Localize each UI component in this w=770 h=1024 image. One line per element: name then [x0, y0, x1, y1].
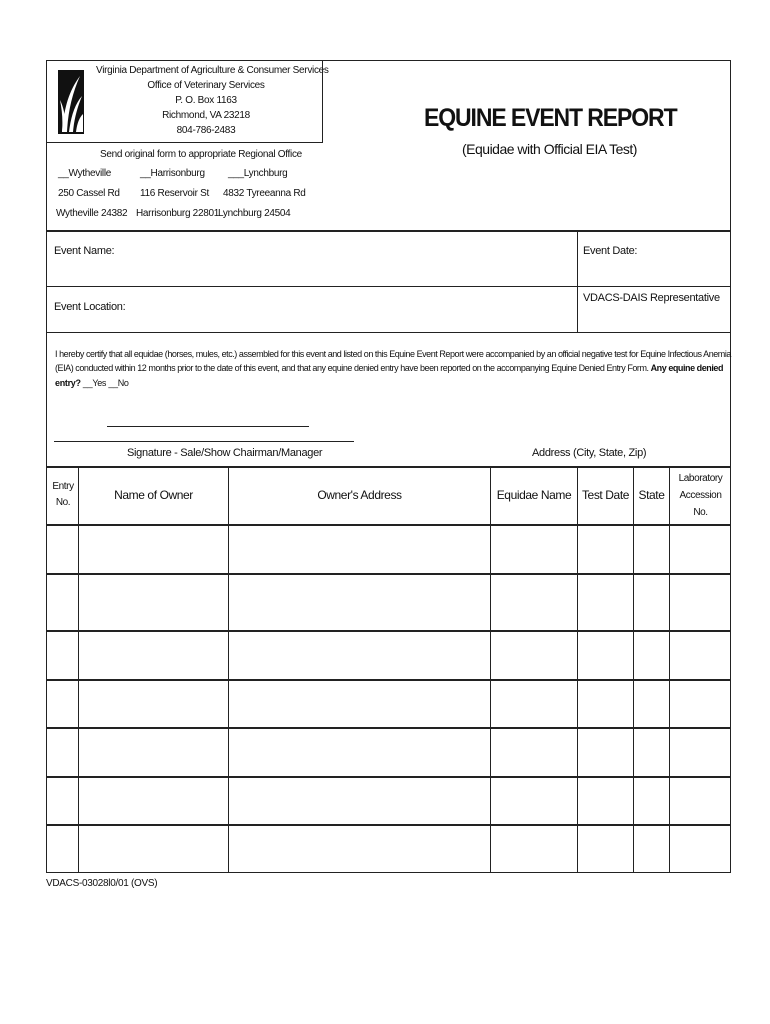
cell-state[interactable]: [636, 731, 666, 773]
cell-state[interactable]: [636, 780, 666, 821]
certification-line-2: [55, 362, 723, 374]
header-name-of-owner: Name of Owner: [114, 488, 193, 502]
office-wytheville-city: Wytheville 24382: [56, 208, 128, 219]
header-owners-address: Owner's Address: [317, 488, 402, 502]
col-divider-equidae: [577, 467, 578, 872]
cell-equidae[interactable]: [493, 528, 574, 570]
cell-lab[interactable]: [672, 528, 728, 570]
cell-state[interactable]: [636, 634, 666, 676]
cell-entry[interactable]: [50, 634, 75, 676]
header-test-date: Test Date: [581, 488, 630, 502]
signature-line[interactable]: [54, 441, 354, 442]
page-title: EQUINE EVENT REPORT: [424, 104, 677, 132]
denied-entry-options[interactable]: __Yes __No: [82, 378, 129, 388]
header-entry-line: Entry: [52, 481, 74, 492]
cell-test-date[interactable]: [580, 528, 630, 570]
event-mid-rule: [47, 286, 731, 287]
event-date-divider: [577, 231, 578, 333]
cell-owner[interactable]: [81, 634, 225, 676]
cell-entry[interactable]: [50, 780, 75, 821]
denied-entry-question: Any equine denied: [650, 363, 723, 373]
cell-test-date[interactable]: [580, 634, 630, 676]
agency-city: Richmond, VA 23218: [162, 110, 250, 121]
cell-address[interactable]: [231, 828, 487, 869]
office-harrisonburg-street: 116 Reservoir St: [140, 188, 209, 199]
header-divider: [322, 61, 323, 143]
cell-equidae[interactable]: [493, 634, 574, 676]
office-lynchburg-check: ___Lynchburg: [228, 168, 288, 179]
cell-owner[interactable]: [81, 683, 225, 724]
cell-state[interactable]: [636, 828, 666, 869]
row-rule: [47, 630, 731, 632]
header-lab-line-1: Laboratory: [678, 473, 723, 484]
header-lab-accession: [670, 470, 731, 521]
cell-entry[interactable]: [50, 731, 75, 773]
cell-owner[interactable]: [81, 731, 225, 773]
cell-entry[interactable]: [50, 577, 75, 627]
cell-lab[interactable]: [672, 577, 728, 627]
cell-address[interactable]: [231, 683, 487, 724]
row-rule: [47, 776, 731, 778]
office-harrisonburg-city: Harrisonburg 22801: [136, 208, 219, 219]
cell-address[interactable]: [231, 577, 487, 627]
header-equidae-name: Equidae Name: [496, 488, 572, 502]
agency-name: Virginia Department of Agriculture & Consumer Services: [96, 65, 329, 76]
event-location-label: Event Location:: [54, 301, 126, 313]
header-lab-line-2: Accession: [679, 490, 722, 501]
header-left-rule: [47, 142, 323, 143]
header-no-line: No.: [55, 497, 71, 508]
cell-owner[interactable]: [81, 828, 225, 869]
cell-equidae[interactable]: [493, 731, 574, 773]
cell-address[interactable]: [231, 731, 487, 773]
cell-equidae[interactable]: [493, 780, 574, 821]
header-state: State: [638, 488, 665, 502]
header-lab-line-3: No.: [693, 507, 708, 518]
cell-lab[interactable]: [672, 828, 728, 869]
cell-lab[interactable]: [672, 634, 728, 676]
cell-owner[interactable]: [81, 577, 225, 627]
form-number: VDACS-03028l0/01 (OVS): [46, 878, 158, 889]
col-divider-test-date: [633, 467, 634, 872]
cell-owner[interactable]: [81, 528, 225, 570]
event-name-label: Event Name:: [54, 245, 115, 257]
event-section-top-rule: [47, 230, 731, 232]
col-divider-entry: [78, 467, 79, 872]
cell-test-date[interactable]: [580, 828, 630, 869]
cell-test-date[interactable]: [580, 731, 630, 773]
office-wytheville-street: 250 Cassel Rd: [58, 188, 120, 199]
col-divider-owner: [228, 467, 229, 872]
office-lynchburg-city: Lynchburg 24504: [218, 208, 291, 219]
cell-state[interactable]: [636, 528, 666, 570]
cell-lab[interactable]: [672, 683, 728, 724]
cell-test-date[interactable]: [580, 577, 630, 627]
table-top-rule: [47, 466, 731, 468]
agency-office: Office of Veterinary Services: [147, 80, 265, 91]
cell-state[interactable]: [636, 683, 666, 724]
cell-equidae[interactable]: [493, 577, 574, 627]
row-rule: [47, 573, 731, 575]
certification-line-1: I hereby certify that all equidae (horses, mules, etc.) assembled for this event and listed on this Equine Event Report were accompanied by an official negative test for Equine Infectious Anemia: [55, 349, 731, 359]
cell-equidae[interactable]: [493, 828, 574, 869]
denied-entry-question-end: entry?: [55, 378, 81, 388]
office-harrisonburg-check: __Harrisonburg: [140, 168, 205, 179]
agency-po-box: P. O. Box 1163: [175, 95, 237, 106]
table-header-rule: [47, 524, 731, 526]
vdacs-logo: [58, 70, 84, 134]
signature-line-upper: [107, 426, 309, 427]
cell-lab[interactable]: [672, 780, 728, 821]
col-divider-state: [669, 467, 670, 872]
send-instruction: Send original form to appropriate Regional Office: [100, 149, 302, 160]
cell-address[interactable]: [231, 780, 487, 821]
cell-owner[interactable]: [81, 780, 225, 821]
event-date-label: Event Date:: [583, 245, 638, 257]
cell-state[interactable]: [636, 577, 666, 627]
address-label: Address (City, State, Zip): [532, 447, 647, 459]
vdacs-rep-label: VDACS-DAIS Representative: [583, 292, 720, 304]
header-entry-no: [47, 479, 79, 511]
cell-lab[interactable]: [672, 731, 728, 773]
cell-entry[interactable]: [50, 528, 75, 570]
event-bottom-rule: [47, 332, 731, 333]
cell-address[interactable]: [231, 634, 487, 676]
page-subtitle: (Equidae with Official EIA Test): [462, 141, 637, 157]
cell-entry[interactable]: [50, 828, 75, 869]
cell-equidae[interactable]: [493, 683, 574, 724]
cell-test-date[interactable]: [580, 780, 630, 821]
row-rule: [47, 679, 731, 681]
certification-line-2-text: (EIA) conducted within 12 months prior to the date of this event, and that any equine denied entry have been reported on the accompanying Equine Denied Entry Form.: [55, 363, 649, 373]
row-rule: [47, 824, 731, 826]
col-divider-address: [490, 467, 491, 872]
signature-label: Signature - Sale/Show Chairman/Manager: [127, 447, 323, 459]
cell-entry[interactable]: [50, 683, 75, 724]
certification-line-3: [55, 377, 129, 389]
row-rule: [47, 727, 731, 729]
agency-phone: 804-786-2483: [176, 125, 236, 136]
cell-test-date[interactable]: [580, 683, 630, 724]
office-wytheville-check: __Wytheville: [58, 168, 112, 179]
office-lynchburg-street: 4832 Tyreeanna Rd: [223, 188, 306, 199]
cell-address[interactable]: [231, 528, 487, 570]
